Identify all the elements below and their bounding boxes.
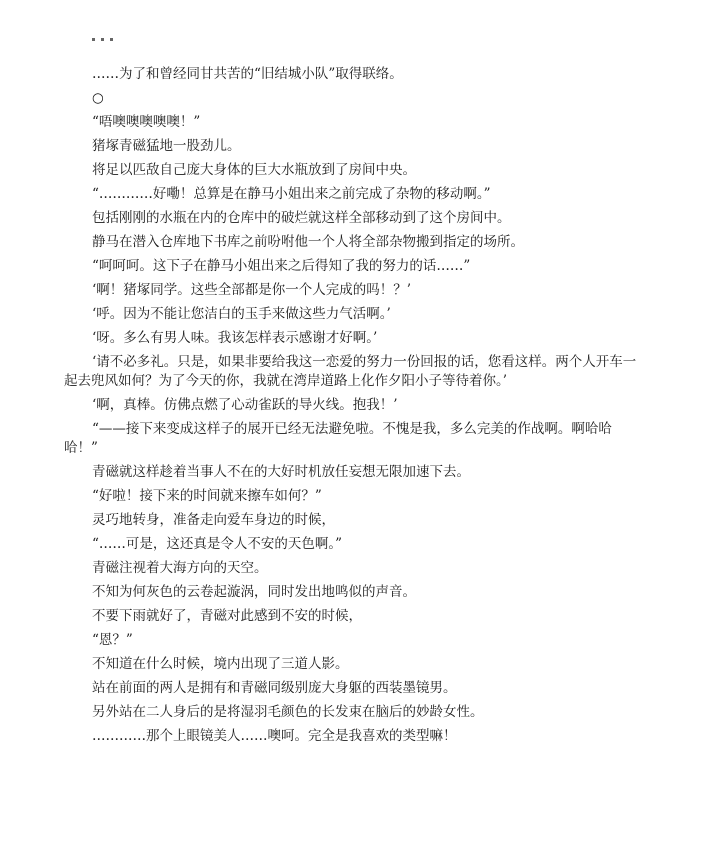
paragraph: 另外站在二人身后的是将湿羽毛颜色的长发束在脑后的妙龄女性。	[92, 704, 484, 720]
paragraph: 灵巧地转身，准备走向爱车身边的时候，	[92, 512, 335, 528]
paragraph: “唔噢噢噢噢噢！”	[92, 114, 201, 130]
paragraph: 站在前面的两人是拥有和青磁同级别庞大身躯的西装墨镜男。	[92, 680, 457, 696]
paragraph: ‘请不必多礼。只是，如果非要给我这一恋爱的努力一份回报的话，您看这样。两个人开车一起去兜风如何？为了今天的你，我就在湾岸道路上化作夕阳小子等待着你。’	[64, 354, 637, 389]
paragraph: 将足以匹敌自己庞大身体的巨大水瓶放到了房间中央。	[92, 162, 416, 178]
paragraph: 不知为何灰色的云卷起漩涡，同时发出地鸣似的声音。	[92, 584, 416, 600]
paragraph: “好啦！接下来的时间就来擦车如何？”	[92, 488, 322, 504]
paragraph: …………那个上眼镜美人……噢呵。完全是我喜欢的类型嘛！	[92, 728, 457, 744]
paragraph: “……可是，这还真是令人不安的天色啊。”	[92, 536, 343, 552]
paragraph: “…………好嘞！总算是在静马小姐出来之前完成了杂物的移动啊。”	[92, 186, 491, 202]
paragraph: ……为了和曾经同甘共苦的“旧结城小队”取得联络。	[92, 66, 403, 82]
paragraph: 青磁就这样趁着当事人不在的大好时机放任妄想无限加速下去。	[92, 464, 470, 480]
paragraph: 猪塚青磁猛地一股劲儿。	[92, 138, 241, 154]
paragraph: 静马在潜入仓库地下书库之前吩咐他一个人将全部杂物搬到指定的场所。	[92, 234, 524, 250]
paragraph: ‘呀。多么有男人味。我该怎样表示感谢才好啊。’	[92, 330, 378, 346]
paragraph: ‘啊，真棒。仿佛点燃了心动雀跃的导火线。抱我！’	[92, 397, 398, 413]
paragraph: 不要下雨就好了，青磁对此感到不安的时候，	[92, 608, 362, 624]
paragraph: 包括刚刚的水瓶在内的仓库中的破烂就这样全部移动到了这个房间中。	[92, 210, 511, 226]
paragraph: “——接下来变成这样子的展开已经无法避免啦。不愧是我，多么完美的作战啊。啊哈哈哈！”	[64, 421, 612, 456]
cutoff-text-fragment	[92, 38, 132, 44]
document-body	[64, 62, 644, 748]
paragraph: ‘啊！猪塚同学。这些全部都是你一个人完成的吗！？’	[92, 282, 412, 298]
paragraph: 青磁注视着大海方向的天空。	[92, 560, 268, 576]
paragraph: “呵呵呵。这下子在静马小姐出来之后得知了我的努力的话……”	[92, 258, 471, 274]
paragraph: ‘呼。因为不能让您洁白的玉手来做这些力气活啊。’	[92, 306, 391, 322]
section-marker: ○	[92, 90, 104, 106]
paragraph: 不知道在什么时候，境内出现了三道人影。	[92, 656, 349, 672]
paragraph: “恩？”	[92, 632, 133, 648]
